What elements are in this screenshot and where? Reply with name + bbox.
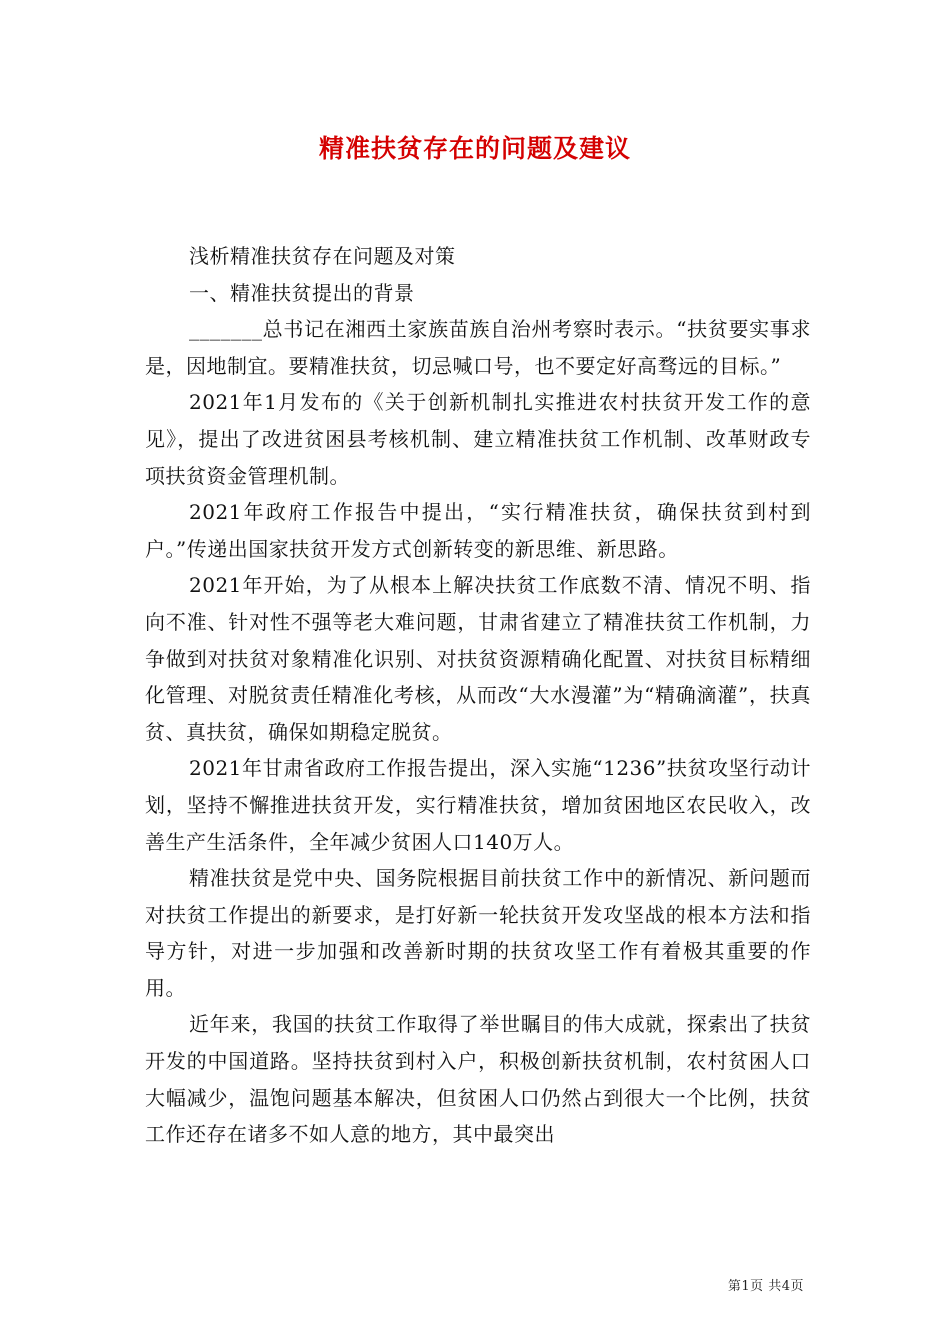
paragraph: _______总书记在湘西土家族苗族自治州考察时表示。“扶贫要实事求是，因地制宜。要精准扶贫，切忌喊口号，也不要定好高骛远的目标。”: [145, 317, 811, 378]
paragraph: 2021年开始，为了从根本上解决扶贫工作底数不清、情况不明、指向不准、针对性不强等老大难问题，甘肃省建立了精准扶贫工作机制，力争做到对扶贫对象精准化识别、对扶贫资源精确化配置、对扶贫目标精细化管理、对脱贫责任精准化考核，从而改“大水漫灌”为“精确滴灌”，扶真贫、真扶贫，确保如期稳定脱贫。: [145, 573, 811, 744]
paragraph: 2021年甘肃省政府工作报告提出，深入实施“1236”扶贫攻坚行动计划，坚持不懈推进扶贫开发，实行精准扶贫，增加贫困地区农民收入，改善生产生活条件，全年减少贫困人口140万人。: [145, 756, 811, 854]
paragraph: 2021年1月发布的《关于创新机制扎实推进农村扶贫开发工作的意见》，提出了改进贫困县考核机制、建立精准扶贫工作机制、改革财政专项扶贫资金管理机制。: [145, 390, 811, 488]
document-title: 精准扶贫存在的问题及建议: [318, 134, 631, 163]
paragraph: 精准扶贫是党中央、国务院根据目前扶贫工作中的新情况、新问题而对扶贫工作提出的新要求，是打好新一轮扶贫开发攻坚战的根本方法和指导方针，对进一步加强和改善新时期的扶贫攻坚工作有着极其重要的作用。: [145, 866, 811, 1000]
page-number-footer: 第1页 共4页: [727, 1279, 804, 1294]
paragraph: 近年来，我国的扶贫工作取得了举世瞩目的伟大成就，探索出了扶贫开发的中国道路。坚持扶贫到村入户，积极创新扶贫机制，农村贫困人口大幅减少，温饱问题基本解决，但贫困人口仍然占到很大一个比例，扶贫工作还存在诸多不如人意的地方，其中最突出: [145, 1012, 811, 1147]
document-body: [145, 238, 811, 1153]
paragraph: 2021年政府工作报告中提出，“实行精准扶贫，确保扶贫到村到户。”传递出国家扶贫开发方式创新转变的新思维、新思路。: [145, 500, 811, 561]
section-heading: 一、精准扶贫提出的背景: [189, 280, 415, 305]
paragraph-subtitle: 浅析精准扶贫存在问题及对策: [189, 244, 456, 268]
